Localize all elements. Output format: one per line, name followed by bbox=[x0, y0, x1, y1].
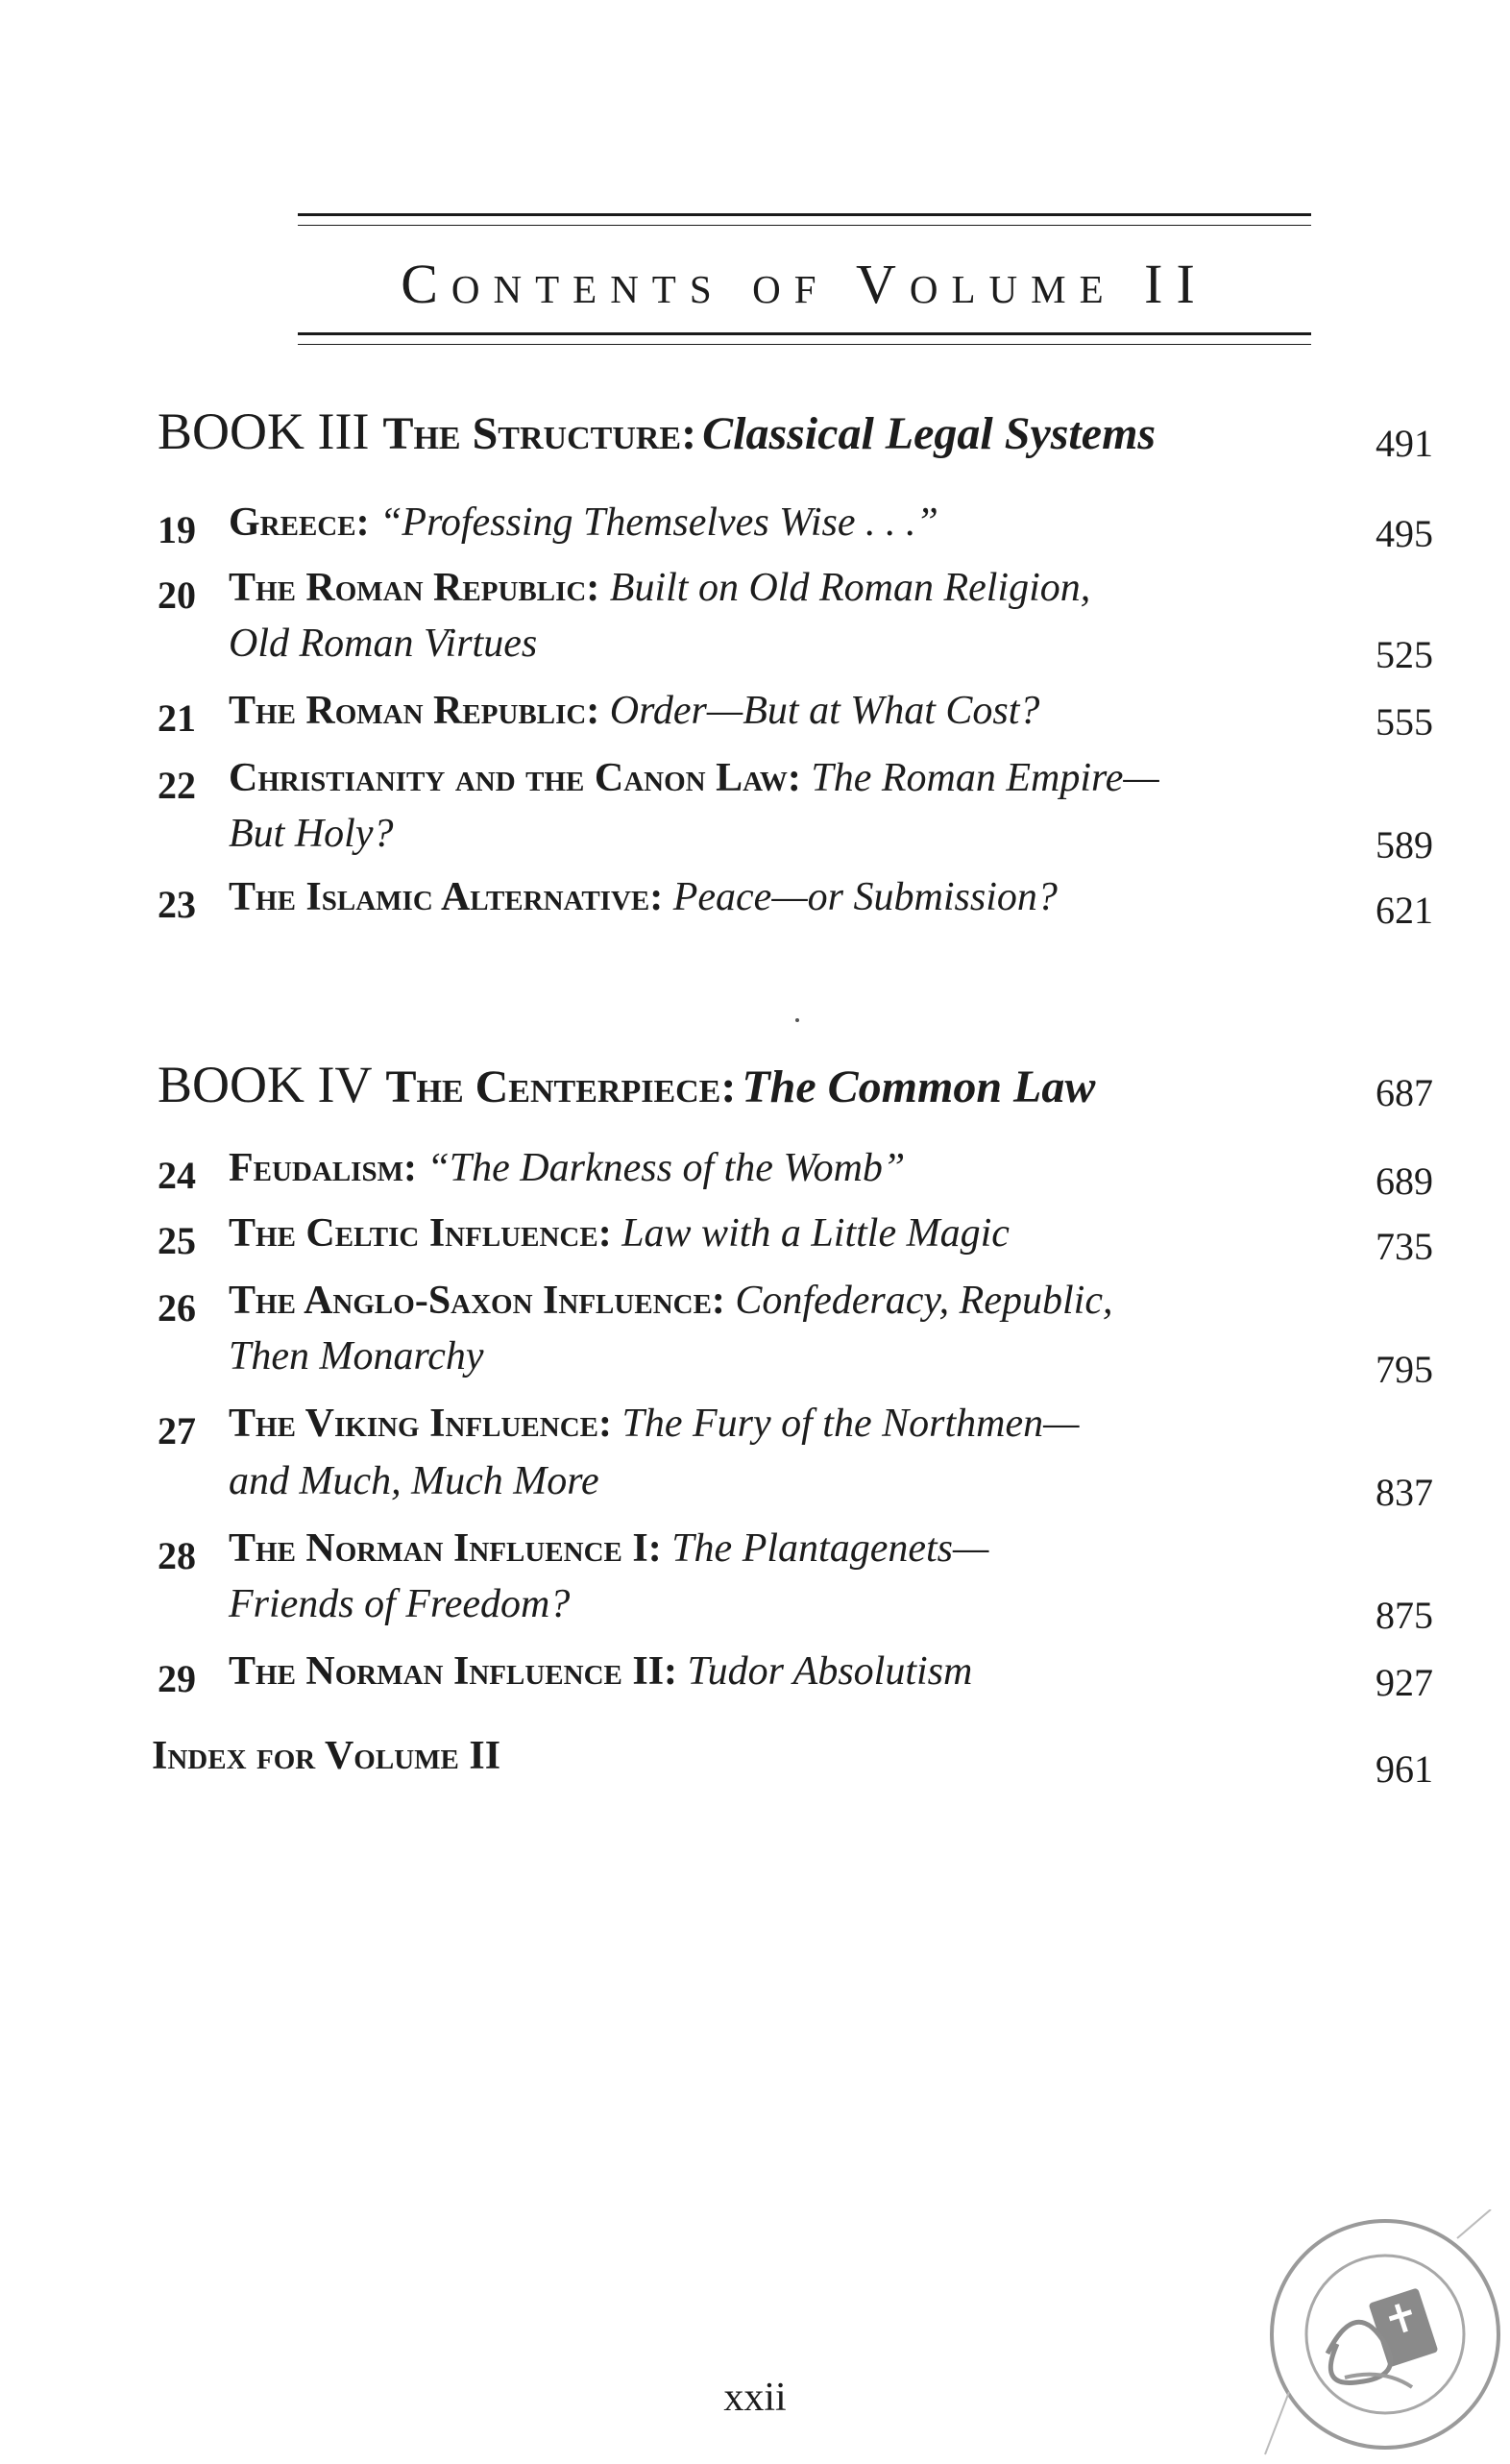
chapter-title: The Norman Influence II: bbox=[229, 1649, 678, 1694]
chapter-title: Feudalism: bbox=[229, 1146, 417, 1190]
chapter-title-line bbox=[229, 1145, 905, 1191]
book-heading bbox=[158, 1055, 1095, 1114]
chapter-page-number: 495 bbox=[1376, 512, 1433, 555]
top-rule-lower bbox=[298, 225, 1311, 226]
book-subtitle: Classical Legal Systems bbox=[702, 408, 1157, 459]
chapter-title-line bbox=[229, 755, 1159, 801]
chapter-subtitle-continued: Old Roman Virtues bbox=[229, 622, 538, 666]
chapter-number: 20 bbox=[158, 573, 196, 617]
chapter-number: 29 bbox=[158, 1657, 196, 1700]
chapter-title-line bbox=[229, 1278, 1112, 1324]
chapter-number: 24 bbox=[158, 1154, 196, 1197]
book-label: BOOK III bbox=[158, 403, 370, 460]
chapter-subtitle-continued: and Much, Much More bbox=[229, 1459, 599, 1503]
chapter-subtitle: Built on Old Roman Religion, bbox=[609, 566, 1091, 610]
chapter-page-number: 689 bbox=[1376, 1159, 1433, 1203]
page-folio: xxii bbox=[723, 2376, 787, 2420]
scan-speck bbox=[795, 1018, 799, 1022]
chapter-title: The Roman Republic: bbox=[229, 566, 600, 610]
chapter-title: Christianity and the Canon Law: bbox=[229, 756, 801, 800]
book-label: BOOK IV bbox=[158, 1056, 373, 1113]
bottom-rule-lower bbox=[298, 344, 1311, 345]
index-page-number: 961 bbox=[1376, 1747, 1433, 1791]
chapter-number: 23 bbox=[158, 883, 196, 926]
chapter-number: 25 bbox=[158, 1219, 196, 1262]
chapter-subtitle: “The Darkness of the Womb” bbox=[426, 1146, 906, 1190]
chapter-subtitle: The Plantagenets— bbox=[671, 1526, 989, 1571]
chapter-number: 28 bbox=[158, 1534, 196, 1577]
chapter-number: 27 bbox=[158, 1409, 196, 1452]
chapter-page-number: 875 bbox=[1376, 1594, 1433, 1637]
chapter-page-number: 555 bbox=[1376, 700, 1433, 744]
chapter-subtitle: Order—But at What Cost? bbox=[609, 689, 1040, 733]
chapter-subtitle: Confederacy, Republic, bbox=[735, 1279, 1113, 1323]
chapter-title-line bbox=[229, 565, 1090, 611]
index-heading: Index for Volume II bbox=[152, 1734, 501, 1778]
book-subtitle: The Common Law bbox=[742, 1061, 1096, 1112]
bottom-rule-upper bbox=[298, 332, 1311, 335]
chapter-number: 21 bbox=[158, 696, 196, 740]
chapter-title-line bbox=[229, 500, 938, 546]
book-page-number: 491 bbox=[1376, 422, 1433, 465]
chapter-subtitle: “Professing Themselves Wise . . .” bbox=[379, 500, 938, 545]
chapter-title-line bbox=[229, 1210, 1010, 1256]
chapter-subtitle-continued: But Holy? bbox=[229, 812, 394, 856]
chapter-title-line bbox=[229, 874, 1058, 920]
chapter-page-number: 837 bbox=[1376, 1471, 1433, 1514]
chapter-subtitle: The Roman Empire— bbox=[811, 756, 1159, 800]
chapter-title: The Norman Influence I: bbox=[229, 1526, 662, 1571]
chapter-title: The Viking Influence: bbox=[229, 1402, 612, 1446]
chapter-subtitle: The Fury of the Northmen— bbox=[621, 1402, 1080, 1446]
chapter-title-line bbox=[229, 1648, 972, 1695]
book-heading bbox=[158, 402, 1156, 461]
chapter-title: The Islamic Alternative: bbox=[229, 875, 664, 919]
chapter-page-number: 525 bbox=[1376, 633, 1433, 676]
bookseller-stamp-icon bbox=[1260, 2209, 1510, 2459]
chapter-subtitle: Law with a Little Magic bbox=[621, 1211, 1010, 1256]
page-title: Contents of Volume II bbox=[401, 253, 1208, 315]
top-rule-upper bbox=[298, 213, 1311, 216]
chapter-number: 19 bbox=[158, 508, 196, 551]
chapter-number: 22 bbox=[158, 764, 196, 807]
chapter-title: Greece: bbox=[229, 500, 370, 545]
chapter-subtitle: Peace—or Submission? bbox=[672, 875, 1058, 919]
chapter-subtitle-continued: Friends of Freedom? bbox=[229, 1582, 571, 1626]
book-part-title: The Centerpiece: bbox=[385, 1061, 737, 1112]
book-part-title: The Structure: bbox=[382, 408, 697, 459]
chapter-title-line bbox=[229, 688, 1039, 734]
chapter-title-line bbox=[229, 1401, 1079, 1447]
chapter-subtitle: Tudor Absolutism bbox=[687, 1649, 973, 1694]
chapter-subtitle-continued: Then Monarchy bbox=[229, 1334, 484, 1378]
chapter-title: The Roman Republic: bbox=[229, 689, 600, 733]
chapter-page-number: 589 bbox=[1376, 823, 1433, 866]
chapter-page-number: 621 bbox=[1376, 889, 1433, 932]
chapter-page-number: 735 bbox=[1376, 1225, 1433, 1268]
book-page-number: 687 bbox=[1376, 1071, 1433, 1114]
chapter-page-number: 927 bbox=[1376, 1661, 1433, 1704]
chapter-page-number: 795 bbox=[1376, 1348, 1433, 1391]
chapter-title: The Celtic Influence: bbox=[229, 1211, 612, 1256]
chapter-title-line bbox=[229, 1525, 988, 1572]
chapter-number: 26 bbox=[158, 1286, 196, 1330]
chapter-title: The Anglo-Saxon Influence: bbox=[229, 1279, 725, 1323]
